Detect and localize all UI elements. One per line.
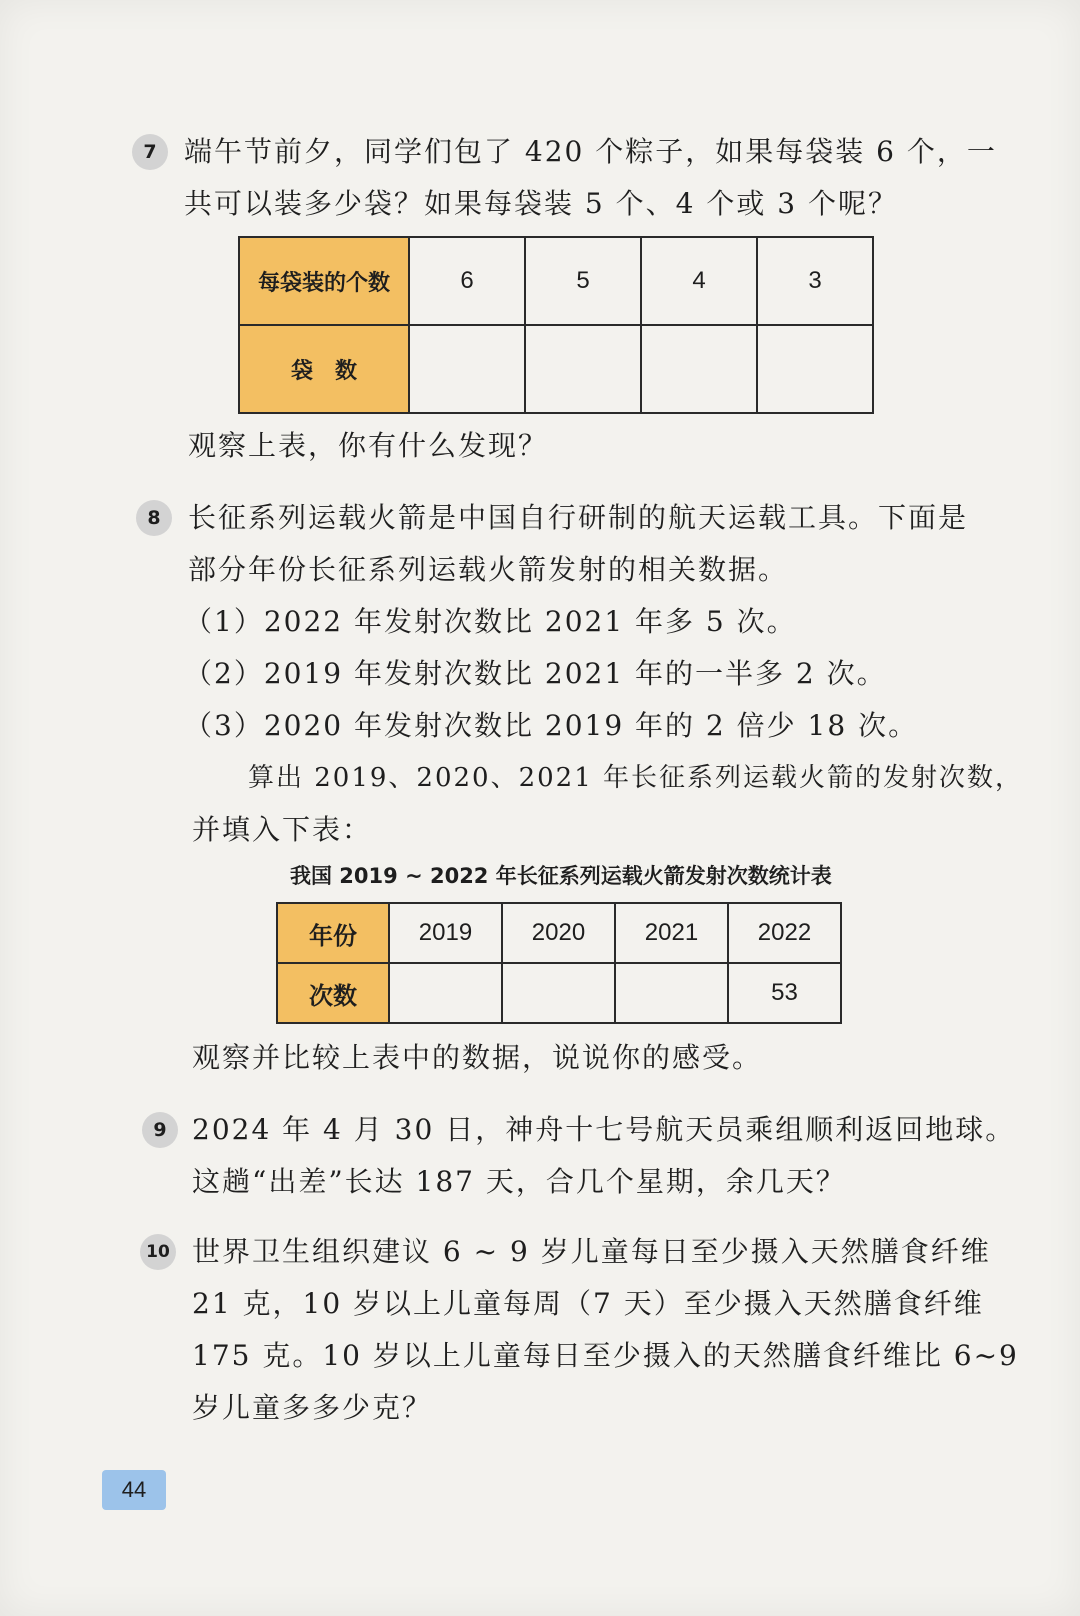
- problem-8-line-1: 长征系列运载火箭是中国自行研制的航天运载工具。下面是: [188, 501, 969, 534]
- problem-10-line-3: 175 克。10 岁以上儿童每日至少摄入的天然膳食纤维比 6~9: [192, 1339, 1019, 1372]
- problem-7-line-2: 共可以装多少袋？如果每袋装 5 个、4 个或 3 个呢？: [184, 187, 898, 220]
- problem-8-item-2: （2）2019 年发射次数比 2021 年的一半多 2 次。: [184, 657, 887, 690]
- row-header-year: 年份: [277, 903, 389, 963]
- table-title: 我国 2019 ~ 2022 年长征系列运载火箭发射次数统计表: [290, 864, 832, 888]
- problem-10-line-2: 21 克，10 岁以上儿童每周（7 天）至少摄入天然膳食纤维: [192, 1287, 984, 1320]
- problem-10-line-4: 岁儿童多多少克？: [192, 1391, 433, 1424]
- count-cell: 53: [728, 963, 841, 1023]
- count-cell[interactable]: [502, 963, 615, 1023]
- problem-7-question: 观察上表，你有什么发现？: [188, 429, 549, 462]
- answer-cell[interactable]: [641, 325, 757, 413]
- row-header-count: 次数: [277, 963, 389, 1023]
- answer-cell[interactable]: [525, 325, 641, 413]
- table-cell: 4: [641, 237, 757, 325]
- count-cell[interactable]: [615, 963, 728, 1023]
- problem-8-instruction-1: 算出 2019、2020、2021 年长征系列运载火箭的发射次数，: [248, 763, 1024, 793]
- problem-9-line-1: 2024 年 4 月 30 日，神舟十七号航天员乘组顺利返回地球。: [192, 1113, 1016, 1146]
- page-number: 44: [102, 1470, 166, 1510]
- year-cell: 2020: [502, 903, 615, 963]
- problem-9-line-2: 这趟“出差”长达 187 天，合几个星期，余几天？: [192, 1165, 846, 1198]
- year-cell: 2019: [389, 903, 502, 963]
- problem-8-instruction-2: 并填入下表：: [192, 813, 373, 846]
- problem-10-number: 10: [140, 1234, 176, 1270]
- row-header-per-bag: 每袋装的个数: [239, 237, 409, 325]
- problem-9-number: 9: [142, 1112, 178, 1148]
- table-cell: 5: [525, 237, 641, 325]
- problem-7-table: [238, 236, 874, 414]
- rocket-launch-table: [276, 902, 842, 1024]
- answer-cell[interactable]: [409, 325, 525, 413]
- problem-8-item-3: （3）2020 年发射次数比 2019 年的 2 倍少 18 次。: [184, 709, 919, 742]
- answer-cell[interactable]: [757, 325, 873, 413]
- row-header-bag-count: 袋 数: [239, 325, 409, 413]
- problem-8-question: 观察并比较上表中的数据，说说你的感受。: [192, 1041, 763, 1074]
- year-cell: 2022: [728, 903, 841, 963]
- table-cell: 6: [409, 237, 525, 325]
- problem-8-item-1: （1）2022 年发射次数比 2021 年多 5 次。: [184, 605, 797, 638]
- problem-10-line-1: 世界卫生组织建议 6 ~ 9 岁儿童每日至少摄入天然膳食纤维: [192, 1235, 991, 1268]
- problem-8-line-2: 部分年份长征系列运载火箭发射的相关数据。: [188, 553, 789, 586]
- table-cell: 3: [757, 237, 873, 325]
- problem-7-number: 7: [132, 134, 168, 170]
- problem-8-number: 8: [136, 500, 172, 536]
- year-cell: 2021: [615, 903, 728, 963]
- problem-7-line-1: 端午节前夕，同学们包了 420 个粽子，如果每袋装 6 个，一: [184, 135, 997, 168]
- count-cell[interactable]: [389, 963, 502, 1023]
